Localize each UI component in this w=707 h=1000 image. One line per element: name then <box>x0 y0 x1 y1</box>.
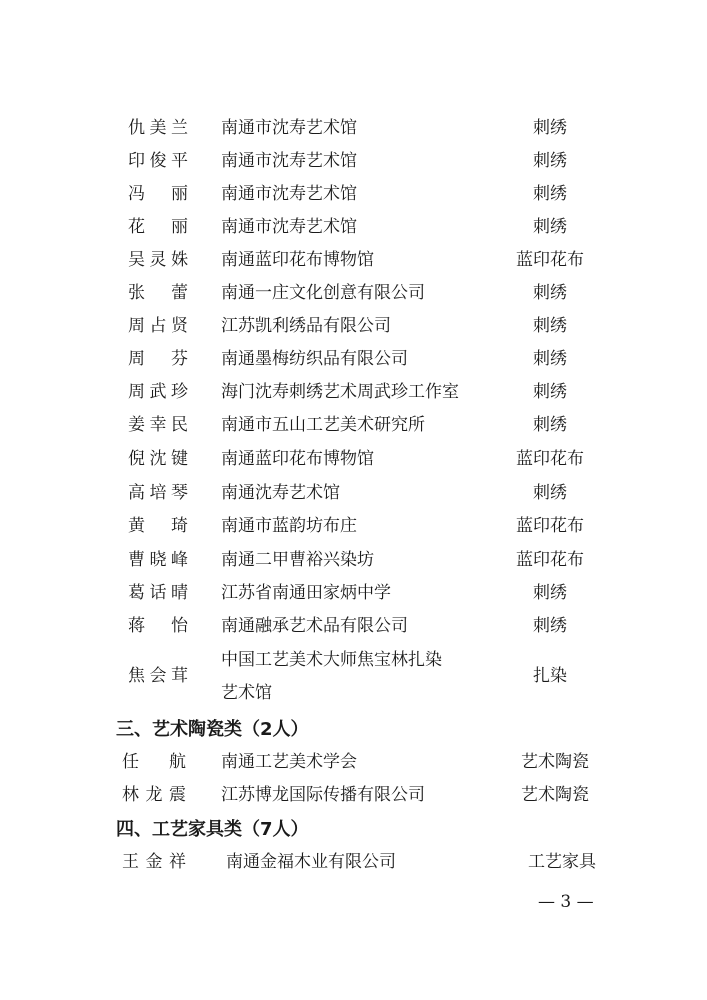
list-item <box>0 544 707 577</box>
person-name: 焦会茸 <box>128 666 188 686</box>
list-item <box>0 644 707 710</box>
category: 刺绣 <box>533 382 567 402</box>
list-item <box>0 343 707 376</box>
category: 蓝印花布 <box>516 516 584 536</box>
list-item <box>0 145 707 178</box>
list-item <box>0 577 707 610</box>
organization-line-2: 艺术馆 <box>221 683 272 703</box>
organization: 江苏博龙国际传播有限公司 <box>221 785 425 805</box>
organization: 南通金福木业有限公司 <box>226 852 396 872</box>
category: 刺绣 <box>533 118 567 138</box>
person-name: 黄 琦 <box>128 516 188 536</box>
category: 刺绣 <box>533 349 567 369</box>
organization: 南通二甲曹裕兴染坊 <box>221 550 374 570</box>
list-item <box>0 178 707 211</box>
organization: 南通市沈寿艺术馆 <box>221 151 357 171</box>
list-item <box>0 846 707 879</box>
person-name: 任 航 <box>122 752 186 772</box>
section-heading: 四、工艺家具类（7人） <box>116 819 309 840</box>
person-name: 葛话晴 <box>128 583 188 603</box>
list-item <box>0 211 707 244</box>
category: 刺绣 <box>533 217 567 237</box>
list-item <box>0 443 707 476</box>
list-item <box>0 477 707 510</box>
list-item <box>0 244 707 277</box>
list-item <box>0 112 707 145</box>
section-heading: 三、艺术陶瓷类（2人） <box>116 719 309 740</box>
organization: 江苏省南通田家炳中学 <box>221 583 391 603</box>
category: 刺绣 <box>533 283 567 303</box>
category: 刺绣 <box>533 151 567 171</box>
person-name: 高培琴 <box>128 483 188 503</box>
page-number: — 3 — <box>538 892 594 912</box>
person-name: 仇美兰 <box>128 118 188 138</box>
organization: 南通市沈寿艺术馆 <box>221 217 357 237</box>
category: 蓝印花布 <box>516 250 584 270</box>
category: 刺绣 <box>533 583 567 603</box>
organization: 南通一庄文化创意有限公司 <box>221 283 425 303</box>
organization: 南通融承艺术品有限公司 <box>221 616 408 636</box>
category: 刺绣 <box>533 184 567 204</box>
organization: 南通沈寿艺术馆 <box>221 483 340 503</box>
person-name: 周武珍 <box>128 382 188 402</box>
list-item <box>0 277 707 310</box>
category: 刺绣 <box>533 483 567 503</box>
list-item <box>0 779 707 812</box>
person-name: 周 芬 <box>128 349 188 369</box>
category: 艺术陶瓷 <box>521 785 589 805</box>
category: 蓝印花布 <box>516 449 584 469</box>
person-name: 姜幸民 <box>128 415 188 435</box>
person-name: 冯 丽 <box>128 184 188 204</box>
organization: 南通市沈寿艺术馆 <box>221 118 357 138</box>
person-name: 张 蕾 <box>128 283 188 303</box>
category: 刺绣 <box>533 415 567 435</box>
person-name: 印俊平 <box>128 151 188 171</box>
category: 工艺家具 <box>528 852 596 872</box>
organization: 南通市五山工艺美术研究所 <box>221 415 425 435</box>
category: 刺绣 <box>533 316 567 336</box>
organization: 南通蓝印花布博物馆 <box>221 250 374 270</box>
organization: 南通墨梅纺织品有限公司 <box>221 349 408 369</box>
organization: 海门沈寿刺绣艺术周武珍工作室 <box>221 382 459 402</box>
category: 刺绣 <box>533 616 567 636</box>
list-item <box>0 610 707 643</box>
person-name: 倪沈键 <box>128 449 188 469</box>
list-item <box>0 746 707 779</box>
person-name: 曹晓峰 <box>128 550 188 570</box>
person-name: 林龙震 <box>122 785 186 805</box>
organization: 南通工艺美术学会 <box>221 752 357 772</box>
category: 扎染 <box>533 666 567 686</box>
person-name: 王金祥 <box>122 852 186 872</box>
organization: 南通市沈寿艺术馆 <box>221 184 357 204</box>
person-name: 蒋 怡 <box>128 616 188 636</box>
list-item <box>0 409 707 442</box>
list-item <box>0 310 707 343</box>
organization: 南通蓝印花布博物馆 <box>221 449 374 469</box>
category: 艺术陶瓷 <box>521 752 589 772</box>
organization: 南通市蓝韵坊布庄 <box>221 516 357 536</box>
organization: 江苏凯利绣品有限公司 <box>221 316 391 336</box>
organization-line-1: 中国工艺美术大师焦宝林扎染 <box>221 650 442 670</box>
category: 蓝印花布 <box>516 550 584 570</box>
person-name: 周占贤 <box>128 316 188 336</box>
person-name: 吴灵姝 <box>128 250 188 270</box>
person-name: 花 丽 <box>128 217 188 237</box>
list-item <box>0 376 707 409</box>
list-item <box>0 510 707 543</box>
